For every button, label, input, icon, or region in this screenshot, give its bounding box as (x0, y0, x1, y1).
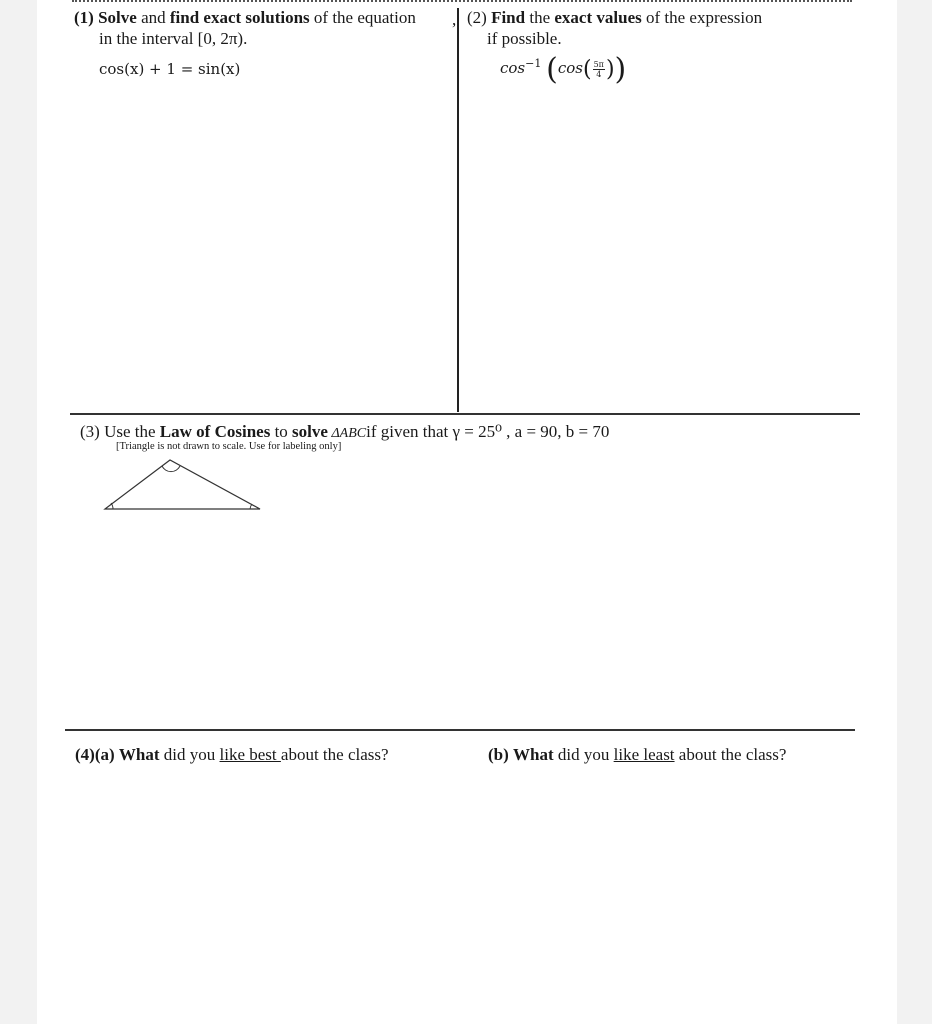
q2-inner-close: ) (605, 57, 615, 82)
q2-inner-func: cos (557, 59, 583, 77)
q4a-text-2: about the class? (280, 745, 389, 764)
q2-numerator: 5π (593, 59, 604, 69)
angle-mark-right (250, 504, 252, 509)
q2-text-2: of the expression (641, 8, 763, 27)
q1-text-1: and (136, 8, 170, 27)
q3-given: if given that γ = 25⁰ , a = 90, b = 70 (366, 422, 610, 441)
q2-open-paren: ( (546, 52, 558, 87)
q2-func: cos (500, 59, 526, 77)
q2-denominator: 4 (596, 69, 602, 79)
comma-mark: , (452, 10, 457, 29)
q2-prompt-line1 (467, 7, 762, 28)
q4b-bold-what: What (513, 745, 554, 764)
q2-inner-open: ( (583, 57, 592, 82)
q4a-number: (4)(a) (75, 745, 115, 764)
triangle-diagram (100, 452, 270, 516)
q3-bold-solve: solve (292, 422, 328, 441)
q4b-number: (b) (488, 745, 509, 764)
q1-prompt-line1 (74, 7, 416, 28)
q4b-prompt (488, 744, 786, 765)
q2-fraction (593, 60, 605, 79)
q2-text-1: the (525, 8, 555, 27)
q1-equation: cos(x) + 1 = sin(x) (99, 60, 241, 78)
q1-bold-exact: find exact solutions (169, 8, 310, 27)
q2-close-paren: ) (614, 52, 627, 87)
horizontal-divider-1 (70, 413, 860, 415)
q4a-underline: like best (219, 745, 281, 764)
q2-bold-find: Find (491, 8, 526, 27)
q3-text-1: Use the (99, 422, 160, 441)
q2-prompt-line2: if possible. (487, 29, 562, 48)
q4b-underline: like least (613, 745, 675, 764)
q3-note: [Triangle is not drawn to scale. Use for labeling only] (116, 441, 342, 452)
q4a-text-1: did you (159, 745, 220, 764)
q2-bold-exact: exact values (554, 8, 642, 27)
q1-bold-solve: Solve (98, 8, 137, 27)
q3-text-2: to (270, 422, 293, 441)
top-dotted-rule (72, 0, 852, 5)
q4a-bold-what: What (118, 745, 160, 764)
q3-bold-law: Law of Cosines (159, 422, 271, 441)
q1-prompt-line2: in the interval [0, 2π). (99, 29, 248, 48)
q4a-prompt (75, 744, 389, 765)
horizontal-divider-2 (65, 729, 855, 731)
triangle-shape (105, 460, 260, 509)
angle-mark-top (162, 466, 180, 472)
q1-number: (1) (74, 8, 94, 27)
q2-exponent: −1 (525, 57, 542, 70)
q2-expression (500, 52, 626, 87)
q2-number: (2) (467, 8, 487, 27)
vertical-divider (457, 8, 459, 412)
q4b-text-1: did you (553, 745, 614, 764)
q3-triangle-name: ΔABC (327, 426, 367, 441)
q3-number: (3) (80, 422, 100, 441)
q4b-text-2: about the class? (674, 745, 787, 764)
q1-text-2: of the equation (309, 8, 416, 27)
